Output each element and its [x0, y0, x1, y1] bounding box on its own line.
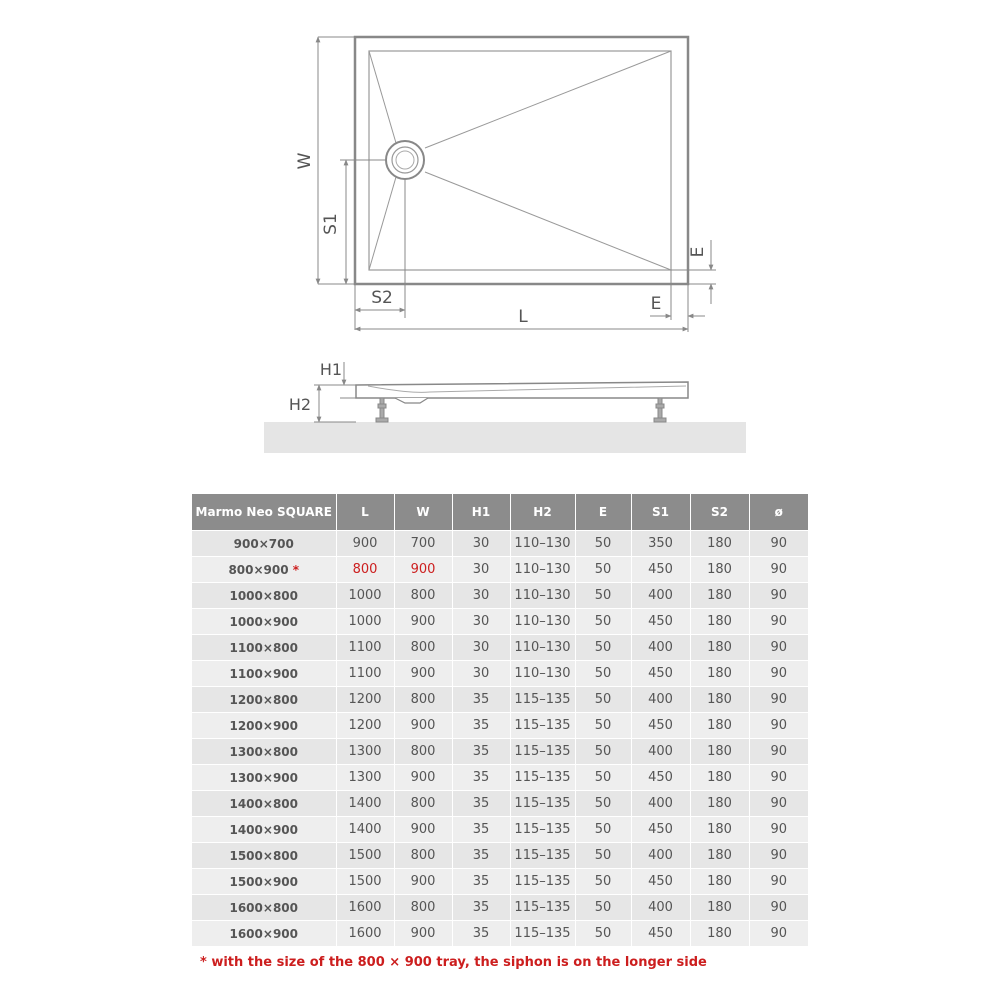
cell-L: 1400 — [336, 791, 394, 817]
model-name: 1100×800 — [229, 640, 298, 655]
table-row — [192, 687, 808, 713]
cell-S1: 400 — [631, 895, 690, 921]
label-H2: H2 — [288, 395, 312, 414]
cell-model — [192, 765, 336, 791]
cell-E: 50 — [575, 895, 631, 921]
cell-S2: 180 — [690, 583, 749, 609]
cell-model — [192, 687, 336, 713]
model-name: 1600×800 — [229, 900, 298, 915]
cell-model — [192, 583, 336, 609]
cell-W: 900 — [394, 609, 452, 635]
header-model: Marmo Neo SQUARE — [192, 494, 336, 531]
cell-d: 90 — [749, 869, 808, 895]
cell-W: 800 — [394, 895, 452, 921]
table-row — [192, 895, 808, 921]
cell-S2: 180 — [690, 895, 749, 921]
cell-d: 90 — [749, 531, 808, 557]
cell-S2: 180 — [690, 687, 749, 713]
cell-W: 800 — [394, 843, 452, 869]
header-S2: S2 — [690, 494, 749, 531]
cell-d: 90 — [749, 583, 808, 609]
cell-L: 1100 — [336, 661, 394, 687]
model-name: 1500×900 — [229, 874, 298, 889]
table-row — [192, 557, 808, 583]
cell-E: 50 — [575, 765, 631, 791]
cell-L: 800 — [336, 557, 394, 583]
cell-E: 50 — [575, 609, 631, 635]
dimension-H1 — [340, 362, 356, 398]
cell-L: 900 — [336, 531, 394, 557]
cell-W: 800 — [394, 739, 452, 765]
table-header-row — [192, 494, 808, 531]
model-name: 1300×900 — [229, 770, 298, 785]
cell-W: 900 — [394, 765, 452, 791]
leveling-feet — [376, 398, 666, 422]
cell-S2: 180 — [690, 791, 749, 817]
cell-H1: 30 — [452, 531, 510, 557]
cell-L: 1500 — [336, 843, 394, 869]
table-row — [192, 869, 808, 895]
cell-E: 50 — [575, 635, 631, 661]
cell-E: 50 — [575, 661, 631, 687]
cell-S1: 400 — [631, 791, 690, 817]
cell-d: 90 — [749, 609, 808, 635]
cell-S2: 180 — [690, 609, 749, 635]
cell-S2: 180 — [690, 739, 749, 765]
cell-E: 50 — [575, 843, 631, 869]
cell-L: 1000 — [336, 609, 394, 635]
cell-model — [192, 609, 336, 635]
cell-H2: 110–130 — [510, 583, 575, 609]
cell-L: 1300 — [336, 739, 394, 765]
cell-H1: 35 — [452, 765, 510, 791]
cell-E: 50 — [575, 557, 631, 583]
cell-L: 1500 — [336, 869, 394, 895]
cell-H2: 110–130 — [510, 635, 575, 661]
cell-W: 900 — [394, 661, 452, 687]
cell-E: 50 — [575, 531, 631, 557]
cell-E: 50 — [575, 791, 631, 817]
cell-H1: 30 — [452, 635, 510, 661]
footnote: * with the size of the 800 × 900 tray, the siphon is on the longer side — [200, 955, 707, 970]
cell-model — [192, 739, 336, 765]
model-name: 1400×800 — [229, 796, 298, 811]
cell-H2: 115–135 — [510, 713, 575, 739]
drain-icon — [386, 141, 424, 179]
cell-E: 50 — [575, 583, 631, 609]
cell-E: 50 — [575, 687, 631, 713]
model-name: 1100×900 — [229, 666, 298, 681]
label-S1: S1 — [321, 213, 341, 235]
cell-S1: 400 — [631, 843, 690, 869]
table-row — [192, 921, 808, 947]
cell-S2: 180 — [690, 635, 749, 661]
cell-model — [192, 661, 336, 687]
cell-L: 1100 — [336, 635, 394, 661]
table-row — [192, 765, 808, 791]
cell-model — [192, 817, 336, 843]
cell-model — [192, 531, 336, 557]
drain-outlet — [395, 398, 428, 403]
cell-H2: 115–135 — [510, 687, 575, 713]
label-E-bottom: E — [650, 294, 662, 314]
cell-W: 800 — [394, 791, 452, 817]
cell-H1: 35 — [452, 869, 510, 895]
cell-d: 90 — [749, 843, 808, 869]
cell-W: 900 — [394, 817, 452, 843]
cell-H2: 115–135 — [510, 869, 575, 895]
header-diameter: ø — [749, 494, 808, 531]
cell-S2: 180 — [690, 557, 749, 583]
cell-S2: 180 — [690, 843, 749, 869]
label-L: L — [518, 307, 528, 327]
tray-slope — [368, 386, 686, 392]
cell-d: 90 — [749, 557, 808, 583]
cell-d: 90 — [749, 817, 808, 843]
cell-H1: 30 — [452, 661, 510, 687]
cell-H1: 35 — [452, 921, 510, 947]
table-row — [192, 817, 808, 843]
table-row — [192, 791, 808, 817]
top-view-drawing — [0, 0, 1000, 340]
model-name: 1600×900 — [229, 926, 298, 941]
cell-E: 50 — [575, 817, 631, 843]
cell-model — [192, 791, 336, 817]
cell-E: 50 — [575, 921, 631, 947]
table-row — [192, 609, 808, 635]
cell-E: 50 — [575, 739, 631, 765]
cell-S1: 400 — [631, 583, 690, 609]
cell-S1: 400 — [631, 635, 690, 661]
cell-H1: 35 — [452, 739, 510, 765]
cell-W: 900 — [394, 713, 452, 739]
cell-H1: 30 — [452, 583, 510, 609]
cell-H1: 35 — [452, 687, 510, 713]
model-name: 800×900 — [228, 562, 289, 577]
cell-H2: 110–130 — [510, 609, 575, 635]
header-L: L — [336, 494, 394, 531]
cell-W: 800 — [394, 687, 452, 713]
cell-d: 90 — [749, 739, 808, 765]
cell-E: 50 — [575, 869, 631, 895]
cell-L: 1600 — [336, 895, 394, 921]
cell-H1: 35 — [452, 895, 510, 921]
header-W: W — [394, 494, 452, 531]
model-name: 1500×800 — [229, 848, 298, 863]
cell-S1: 450 — [631, 921, 690, 947]
cell-W: 900 — [394, 557, 452, 583]
cell-H1: 30 — [452, 557, 510, 583]
cell-S1: 450 — [631, 765, 690, 791]
cell-E: 50 — [575, 713, 631, 739]
model-name: 1000×800 — [229, 588, 298, 603]
label-E-right: E — [688, 246, 708, 258]
cell-model — [192, 843, 336, 869]
cell-H2: 115–135 — [510, 921, 575, 947]
cell-S1: 450 — [631, 557, 690, 583]
cell-S1: 450 — [631, 609, 690, 635]
cell-S1: 350 — [631, 531, 690, 557]
cell-H1: 35 — [452, 817, 510, 843]
dimension-H2 — [314, 385, 356, 422]
cell-d: 90 — [749, 687, 808, 713]
header-H2: H2 — [510, 494, 575, 531]
table-row — [192, 661, 808, 687]
cell-W: 800 — [394, 635, 452, 661]
cell-model — [192, 635, 336, 661]
cell-S1: 450 — [631, 817, 690, 843]
cell-S2: 180 — [690, 921, 749, 947]
cell-L: 1300 — [336, 765, 394, 791]
table-row — [192, 713, 808, 739]
cell-d: 90 — [749, 635, 808, 661]
cell-model — [192, 713, 336, 739]
cell-H2: 115–135 — [510, 739, 575, 765]
header-H1: H1 — [452, 494, 510, 531]
cell-H2: 115–135 — [510, 895, 575, 921]
cell-H2: 115–135 — [510, 817, 575, 843]
cell-W: 700 — [394, 531, 452, 557]
model-name: 1200×800 — [229, 692, 298, 707]
cell-H2: 110–130 — [510, 557, 575, 583]
label-H1: H1 — [319, 360, 343, 379]
header-E: E — [575, 494, 631, 531]
table-row — [192, 739, 808, 765]
cell-S2: 180 — [690, 713, 749, 739]
cell-S1: 400 — [631, 739, 690, 765]
cell-d: 90 — [749, 895, 808, 921]
table-row — [192, 843, 808, 869]
model-name: 900×700 — [233, 536, 294, 551]
floor — [264, 422, 746, 453]
cell-S1: 450 — [631, 661, 690, 687]
cell-d: 90 — [749, 765, 808, 791]
cell-model — [192, 557, 336, 583]
table-row — [192, 635, 808, 661]
cell-H1: 35 — [452, 843, 510, 869]
cell-S1: 400 — [631, 687, 690, 713]
cell-d: 90 — [749, 661, 808, 687]
cell-d: 90 — [749, 791, 808, 817]
cell-S2: 180 — [690, 817, 749, 843]
label-W: W — [295, 152, 315, 170]
cell-L: 1200 — [336, 713, 394, 739]
cell-H1: 35 — [452, 791, 510, 817]
cell-S2: 180 — [690, 661, 749, 687]
cell-W: 900 — [394, 921, 452, 947]
cell-d: 90 — [749, 921, 808, 947]
model-name: 1300×800 — [229, 744, 298, 759]
model-name: 1000×900 — [229, 614, 298, 629]
tray-profile — [356, 382, 688, 398]
cell-d: 90 — [749, 713, 808, 739]
cell-W: 800 — [394, 583, 452, 609]
cell-H1: 30 — [452, 609, 510, 635]
cell-L: 1000 — [336, 583, 394, 609]
cell-model — [192, 895, 336, 921]
cell-W: 900 — [394, 869, 452, 895]
cell-H2: 110–130 — [510, 661, 575, 687]
table-row — [192, 531, 808, 557]
cell-H2: 115–135 — [510, 843, 575, 869]
cell-S2: 180 — [690, 869, 749, 895]
cell-S2: 180 — [690, 765, 749, 791]
header-S1: S1 — [631, 494, 690, 531]
cell-L: 1200 — [336, 687, 394, 713]
model-name: 1400×900 — [229, 822, 298, 837]
cell-H2: 115–135 — [510, 765, 575, 791]
cell-S1: 450 — [631, 869, 690, 895]
cell-S1: 450 — [631, 713, 690, 739]
label-S2: S2 — [371, 288, 393, 308]
cell-H1: 35 — [452, 713, 510, 739]
cell-H2: 110–130 — [510, 531, 575, 557]
cell-model — [192, 869, 336, 895]
footnote-marker: * — [292, 562, 300, 577]
cell-S2: 180 — [690, 531, 749, 557]
spec-table — [192, 494, 808, 946]
cell-model — [192, 921, 336, 947]
model-name: 1200×900 — [229, 718, 298, 733]
table-row — [192, 583, 808, 609]
cell-L: 1600 — [336, 921, 394, 947]
cell-L: 1400 — [336, 817, 394, 843]
cell-H2: 115–135 — [510, 791, 575, 817]
